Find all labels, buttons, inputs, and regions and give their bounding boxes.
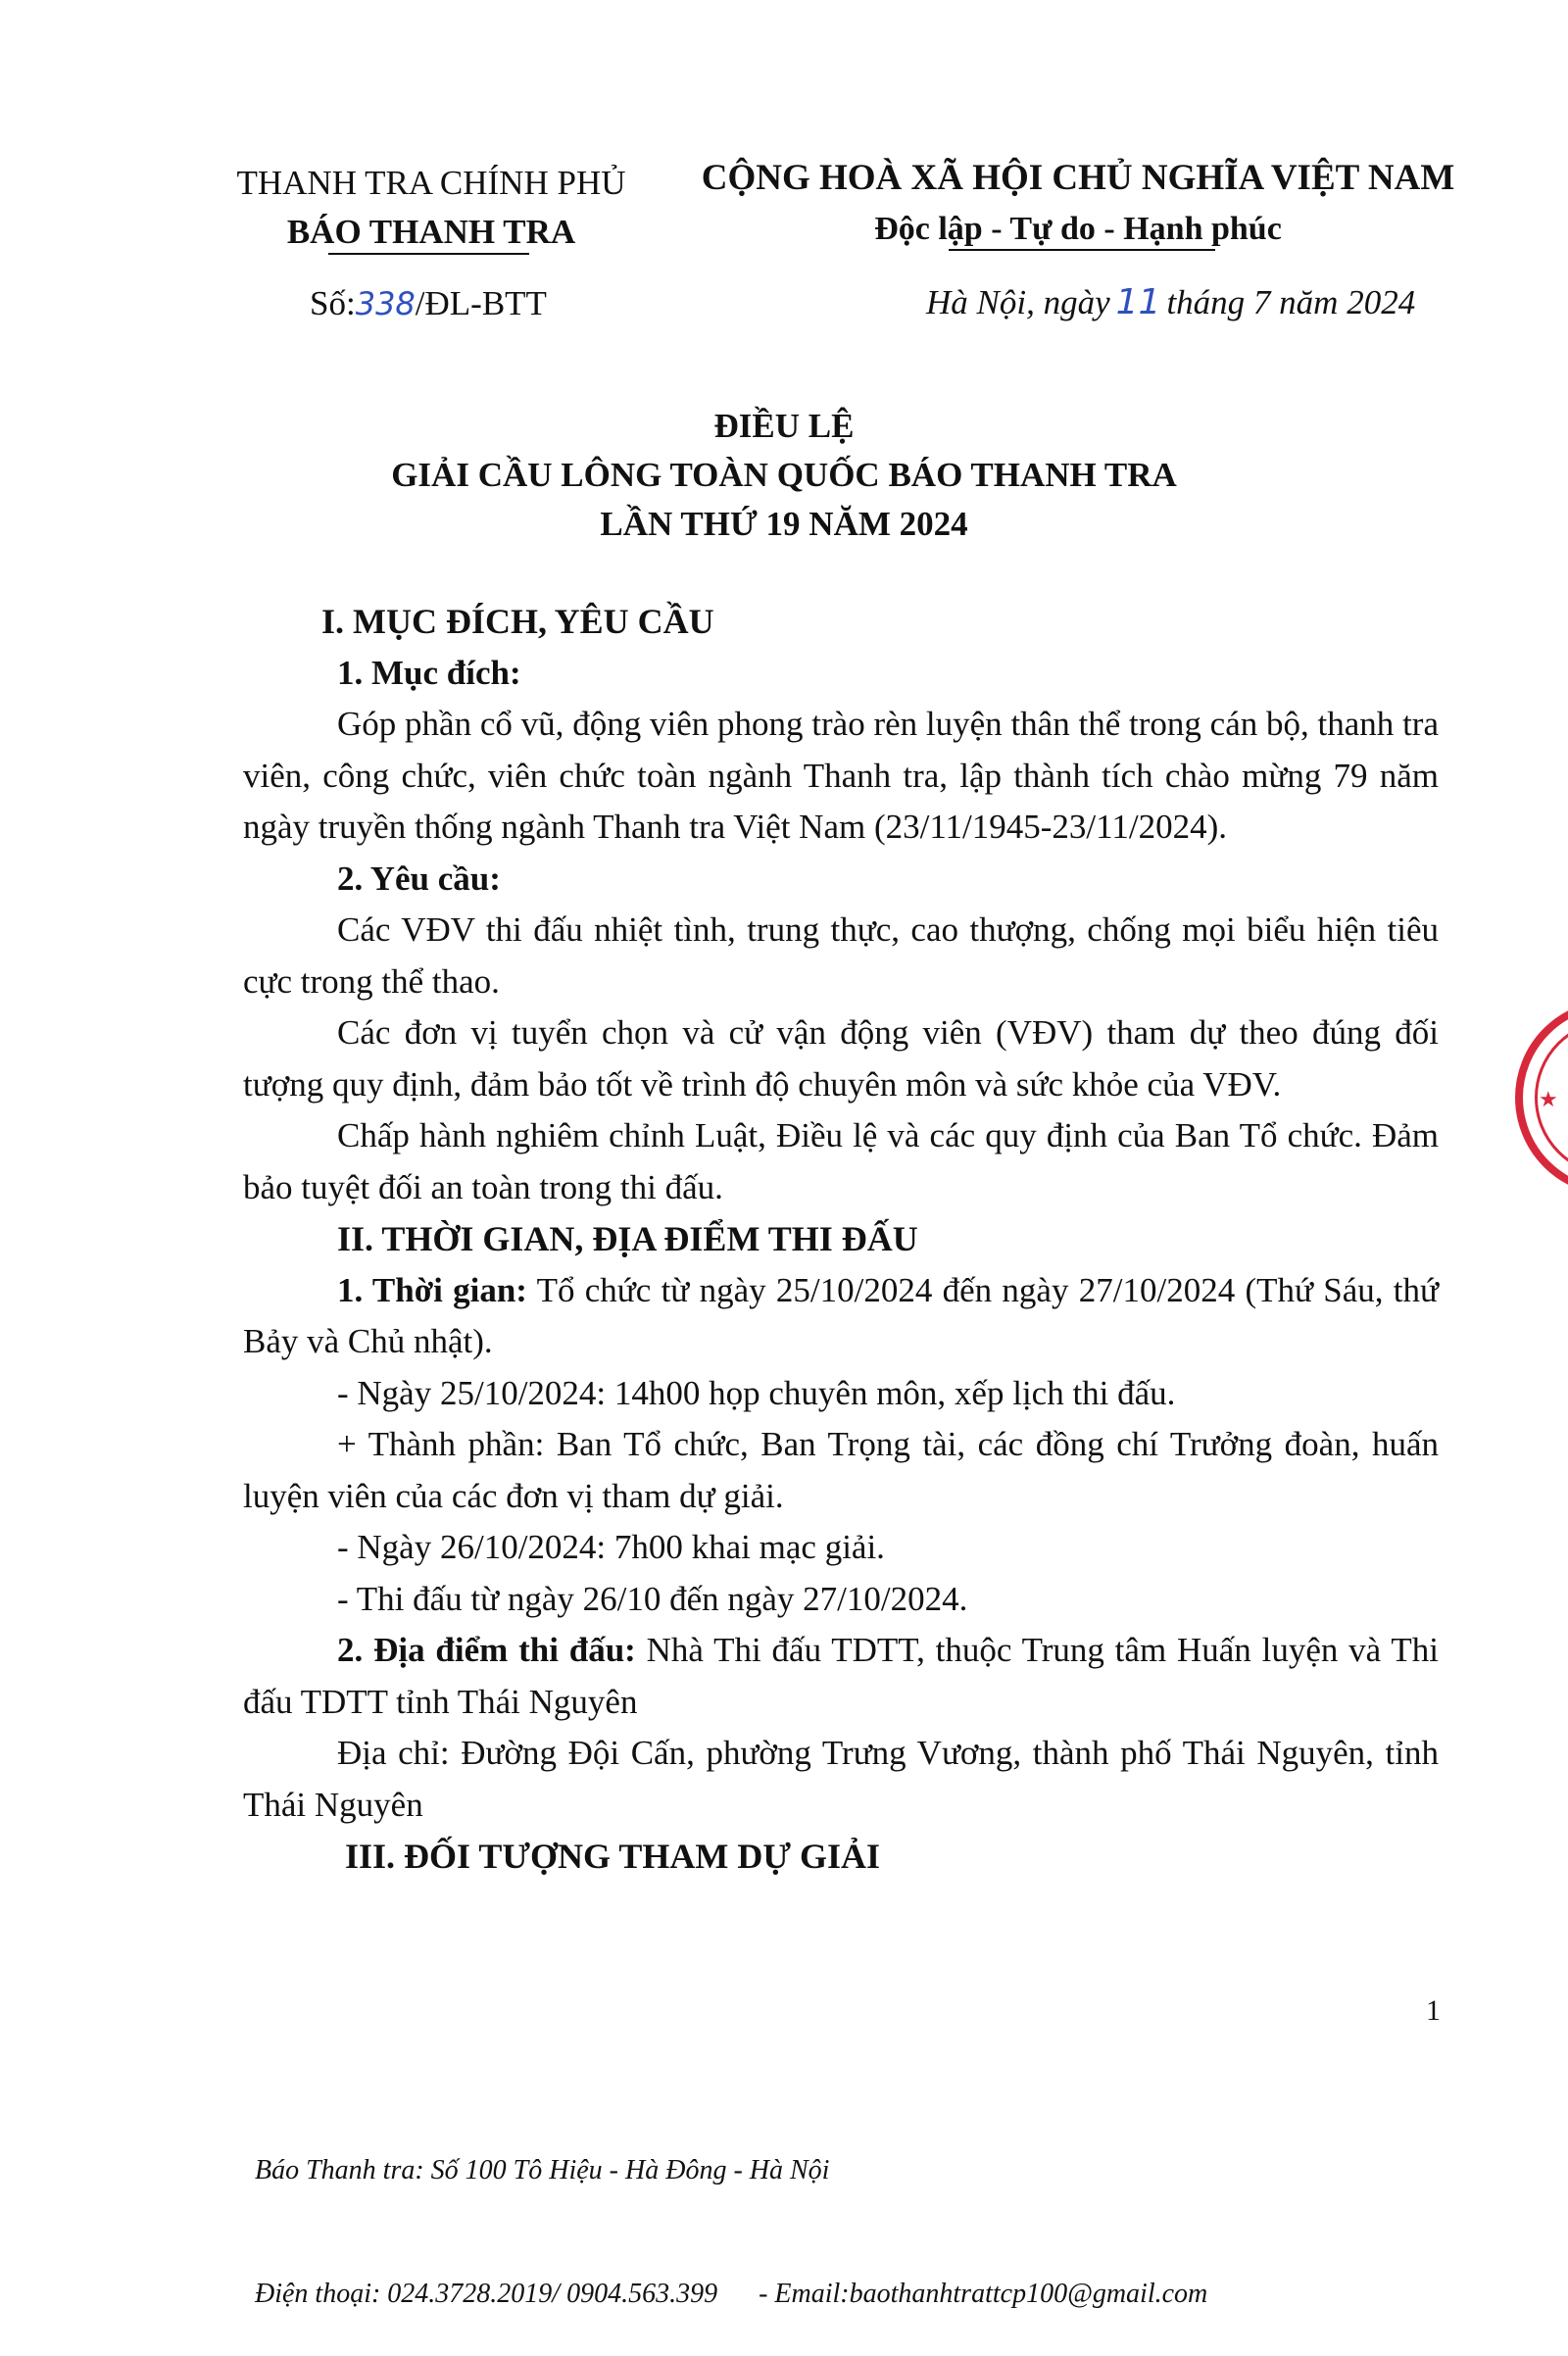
date-prefix: Hà Nội, ngày xyxy=(926,283,1110,321)
document-title xyxy=(0,402,1568,549)
agency-unit: BÁO THANH TRA xyxy=(286,213,576,251)
section-1-1-heading: 1. Mục đích: xyxy=(337,653,521,692)
section-2-1-paragraph xyxy=(243,1265,1439,1368)
national-header xyxy=(686,153,1470,255)
document-number xyxy=(310,284,547,323)
section-1-2-paragraph: Các VĐV thi đấu nhiệt tình, trung thực, cao thượng, chống mọi biểu hiện tiêu cực trong thể thao. xyxy=(243,910,1439,1001)
section-2-2-label: 2. Địa điểm thi đấu: xyxy=(337,1631,636,1669)
section-2-1-text: Tổ chức từ ngày 25/10/2024 đến ngày 27/10/2024 (Thứ Sáu, thứ Bảy và Chủ nhật). xyxy=(243,1270,1439,1360)
footer-contact: Điện thoại: 024.3728.2019/ 0904.563.399 - Email:baothanhtrattcp100@gmail.com xyxy=(255,2279,1208,2309)
title-line-3: LẦN THỨ 19 NĂM 2024 xyxy=(600,505,968,543)
document-body xyxy=(243,596,1439,1883)
national-motto: Độc lập - Tự do - Hạnh phúc xyxy=(874,211,1282,247)
section-1-2-heading: 2. Yêu cầu: xyxy=(337,859,501,898)
section-2-2-text: Nhà Thi đấu TDTT, thuộc Trung tâm Huấn luyện và Thi đấu TDTT tỉnh Thái Nguyên xyxy=(243,1631,1439,1721)
date-suffix: tháng 7 năm 2024 xyxy=(1166,283,1416,321)
section-2-1-bullet: - Thi đấu từ ngày 26/10 đến ngày 27/10/2024. xyxy=(337,1579,968,1618)
section-1-2-paragraph: Các đơn vị tuyển chọn và cử vận động viên (VĐV) tham dự theo đúng đối tượng quy định, đảm bảo tốt về trình độ chuyên môn và sức khỏe của VĐV. xyxy=(243,1013,1439,1104)
document-date xyxy=(926,282,1415,322)
section-2-1-bullet: - Ngày 26/10/2024: 7h00 khai mạc giải. xyxy=(337,1528,885,1566)
title-line-2: GIẢI CẦU LÔNG TOÀN QUỐC BÁO THANH TRA xyxy=(391,456,1177,494)
doc-no-suffix: /ĐL-BTT xyxy=(415,284,547,322)
country-name: CỘNG HOÀ XÃ HỘI CHỦ NGHĨA VIỆT NAM xyxy=(701,158,1455,198)
section-2-2-address: Địa chỉ: Đường Đội Cấn, phường Trưng Vương, thành phố Thái Nguyên, tỉnh Thái Nguyên xyxy=(243,1734,1439,1824)
doc-no-handwritten: 338 xyxy=(355,285,416,322)
section-2-1-bullet: - Ngày 25/10/2024: 14h00 họp chuyên môn, xếp lịch thi đấu. xyxy=(337,1373,1176,1412)
footer-address: Báo Thanh tra: Số 100 Tô Hiệu - Hà Đông - Hà Nội xyxy=(255,2155,830,2185)
issuing-agency xyxy=(206,159,657,257)
section-3-heading: III. ĐỐI TƯỢNG THAM DỰ GIẢI xyxy=(345,1837,881,1876)
section-1-2-paragraph: Chấp hành nghiêm chỉnh Luật, Điều lệ và các quy định của Ban Tổ chức. Đảm bảo tuyệt đối an toàn trong thi đấu. xyxy=(243,1116,1439,1206)
section-2-1-bullet: + Thành phần: Ban Tổ chức, Ban Trọng tài, các đồng chí Trưởng đoàn, huấn luyện viên của các đơn vị tham dự giải. xyxy=(243,1425,1439,1515)
page-number: 1 xyxy=(1426,1994,1441,2027)
agency-parent: THANH TRA CHÍNH PHỦ xyxy=(236,164,626,202)
section-2-2-paragraph xyxy=(243,1625,1439,1728)
doc-no-prefix: Số: xyxy=(310,284,356,322)
section-2-1-label: 1. Thời gian: xyxy=(337,1270,527,1309)
section-2-heading: II. THỜI GIAN, ĐỊA ĐIỂM THI ĐẤU xyxy=(337,1219,918,1258)
title-line-1: ĐIỀU LỆ xyxy=(713,407,855,445)
section-1-1-text: Góp phần cổ vũ, động viên phong trào rèn luyện thân thể trong cán bộ, thanh tra viên, công chức, viên chức toàn ngành Thanh tra, lập thành tích chào mừng 79 năm ngày truyền thống ngành Thanh tra Việt Nam (23/11/1945-23/11/2024). xyxy=(243,705,1439,846)
section-1-heading: I. MỤC ĐÍCH, YÊU CẦU xyxy=(321,602,714,641)
agency-underline xyxy=(328,253,529,255)
page-footer xyxy=(255,2068,1207,2356)
date-day-handwritten: 11 xyxy=(1115,282,1161,322)
motto-underline xyxy=(949,249,1215,251)
red-seal-fragment xyxy=(1509,1000,1568,1196)
star-icon: ★ xyxy=(1539,1088,1558,1112)
